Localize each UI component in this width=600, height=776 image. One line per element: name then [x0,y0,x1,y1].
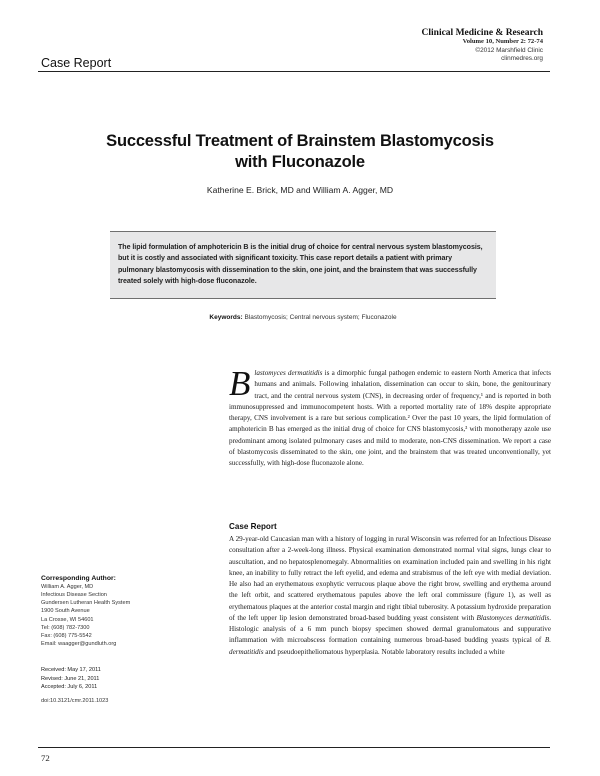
author-email[interactable]: Email: waagger@gundluth.org [41,641,117,648]
article-dates [41,666,213,692]
abstract-box [110,231,496,299]
keywords-text: Blastomycosis; Central nervous system; Fluconazole [244,314,397,321]
volume-line: Volume 10, Number 2: 72-74 [462,38,543,45]
journal-title: Clinical Medicine & Research [421,28,543,38]
accepted-date: Accepted: July 6, 2011 [41,684,98,691]
corresponding-author [41,574,213,648]
article-title [60,131,540,173]
copyright-line: ©2012 Marshfield Clinic [475,46,543,54]
author-name: William A. Agger, MD [41,584,94,590]
journal-website: clinmedres.org [501,55,543,62]
section-label: Case Report [41,56,112,70]
intro-text: is a dimorphic fungal pathogen endemic to eastern North America that infects humans and animals. Following inhalation, dissemination can occur to skin, bone, the genitourinary tract, and the central nervous system (CNS), in decreasing order of frequency,¹ and is reported in both immunosuppressed and immunocompetent hosts. With a reported mortality rate of 18% despite appropriate therapy, CNS involvement is a rare but serious complication.² Over the past 10 years, the lipid formulation of amphotericin B has emerged as the initial drug of choice for CNS blastomycosis,³ with monotherapy azole use predominant among isolated pulmonary cases and mild to moderate, non-CNS dissemination. We report a case of blastomycosis disseminated to the skin, one joint, and the brainstem that was treated unconventionally, yet successfully, with high-dose fluconazole alone. [229,369,551,467]
intro-italic-lead: lastomyces dermatitidis [254,369,323,377]
case-italic-1: Blastomyces dermatitidis [476,613,550,622]
keywords [110,314,496,321]
page-number: 72 [41,753,50,763]
abstract-text: The lipid formulation of amphotericin B is the initial drug of choice for central nervous system blastomycosis, but it is costly and associated with significant toxicity. This case report details a patient with primary pulmonary blastomycosis with dissemination to the skin, one joint, and the brainstem that was successfully treated solely with high-dose fluconazole. [118,243,483,285]
case-report-heading: Case Report [229,522,277,531]
case-report-paragraph [229,534,551,658]
keywords-label: Keywords: [209,314,243,321]
title-line-2: with Fluconazole [235,153,365,171]
case-text-1: A 29-year-old Caucasian man with a history of logging in rural Wisconsin was referred for an Infectious Disease consultation after a 2-week-long illness. Physical examination demonstrated normal vital signs, lungs clear to auscultation, and no hepatosplenomegaly. Abnormalities on examination included pain and swelling in his right knee, an inability to fully retract the left eyelid, and edema and strabismus of the left eye with medial deviation. He also had an erythematous exophytic verrucous plaque above the right brow, swelling and erythema around the left orbit, and scattered erythematous papules above the left oral commissure (figure 1), as well as erythematous plaques at the anterior costal margin and right tibial tuberosity. A potassium hydroxide preparation of the left upper lip lesion demonstrated broad-based budding yeast consistent with [229,535,551,622]
author-street: 1900 South Avenue [41,608,90,615]
drop-cap: B [229,364,251,403]
header-divider [38,71,550,72]
intro-paragraph [229,364,551,469]
authors: Katherine E. Brick, MD and William A. Agger, MD [206,185,394,195]
case-text-2: . Histologic analysis of a 6 mm punch biopsy specimen showed dermal granulomatous and suppurative inflammation with microabscess formation containing numerous broad-based budding yeasts typical of [229,613,552,645]
revised-date: Revised: June 21, 2011 [41,675,100,682]
footer-divider [38,747,550,748]
doi[interactable]: doi:10.3121/cmr.2011.1023 [41,698,109,704]
author-section: Infectious Disease Section [41,592,107,599]
case-text-3: and pseudoepitheliomatous hyperplasia. Notable laboratory results included a white [263,647,505,656]
corresponding-author-title: Corresponding Author: [41,575,116,582]
title-line-1: Successful Treatment of Brainstem Blastomycosis [106,132,494,150]
author-tel: Tel: (608) 782-7300 [41,624,90,631]
author-city: La Crosse, WI 54601 [41,616,94,623]
journal-header [422,28,543,64]
author-fax: Fax: (608) 775-5542 [41,632,92,639]
received-date: Received: May 17, 2011 [41,667,101,673]
author-organization: Gundersen Lutheran Health System [41,600,131,607]
case-italic-2: B. dermatitidis [229,636,551,656]
